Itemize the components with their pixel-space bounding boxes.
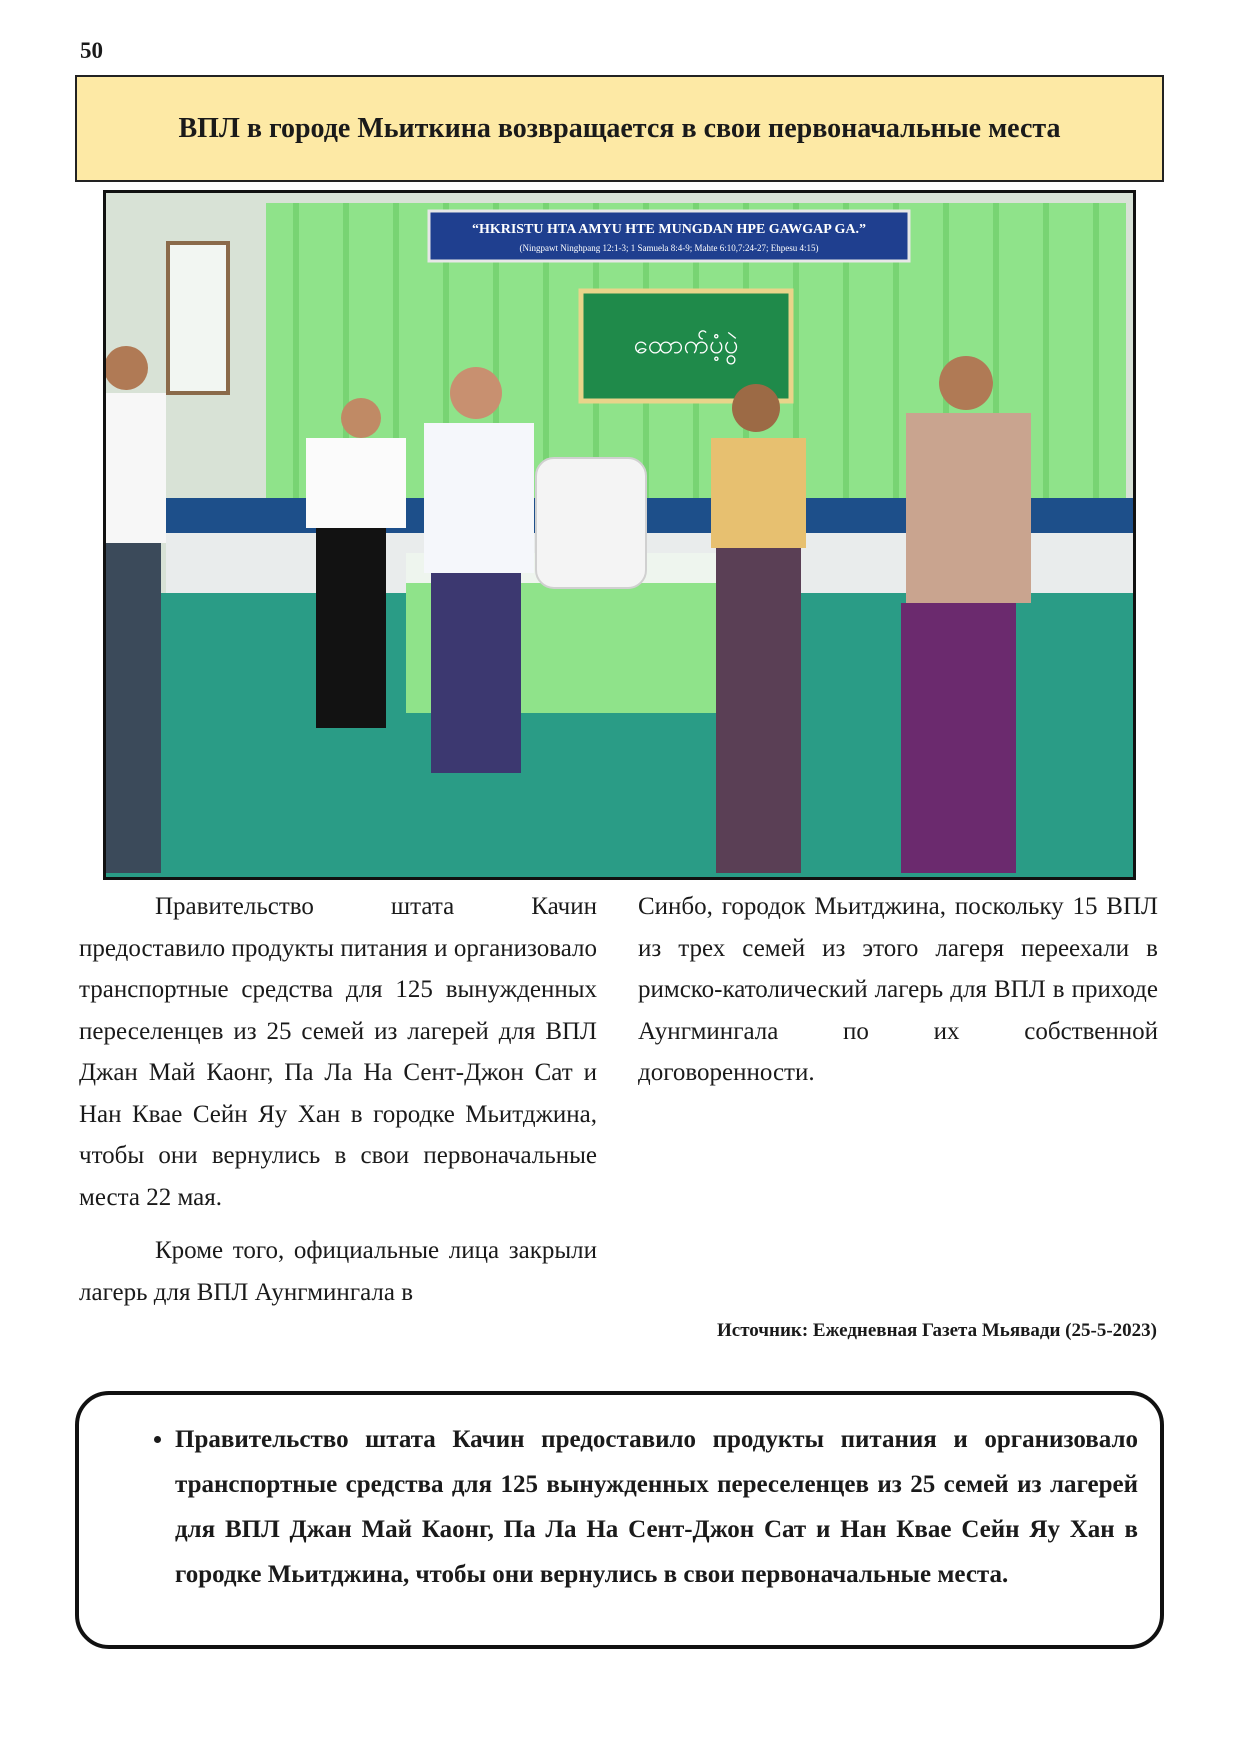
title-box	[75, 75, 1164, 182]
banner-main-text: “HKRISTU HTA AMYU HTE MUNGDAN HPE GAWGAP GA.”	[471, 222, 867, 237]
page-title: ВПЛ в городе Мьиткина возвращается в свои первоначальные места	[178, 112, 1061, 144]
article-column-left	[79, 886, 597, 1325]
person-official	[424, 367, 534, 773]
summary-bullet: • Правительство штата Качин предоставило продукты питания и организовало транспортные средства для 125 вынужденных переселенцев из 25 семей из лагерей для ВПЛ Джан Май Каонг, Па Ла На Сент-Джон Сат и Нан Кваe Сейн Яу Хан в городке Мьитджина, чтобы они вернулись в свои первоначальные места.	[175, 1417, 1138, 1597]
summary-box	[75, 1391, 1164, 1649]
page-number: 50	[80, 38, 103, 63]
summary-list	[135, 1417, 1138, 1597]
article-paragraph: Кроме того, официальные лица закрыли лагерь для ВПЛ Аунгмингала в	[79, 1237, 597, 1306]
person-left-man	[106, 346, 166, 873]
article-paragraph: Синбо, городок Мьитджина, поскольку 15 ВПЛ из трех семей из этого лагеря переехали в римско-католический лагерь для ВПЛ в приходе Аунгмингала по их собственной договоренности.	[638, 893, 1158, 1086]
person-right-man	[901, 356, 1031, 873]
source-citation: Источник: Ежедневная Газета Мьявади (25-5-2023)	[717, 1320, 1157, 1341]
banner-sub-text: (Ningpawt Ninghpang 12:1-3; 1 Samuela 8:4-9; Mahte 6:10,7:24-27; Ehpesu 4:15)	[519, 243, 819, 253]
person-recipient	[711, 384, 806, 873]
article-photo	[103, 190, 1136, 880]
article-column-right	[638, 886, 1158, 1106]
sign-text: ထောက်ပံ့ပွဲ	[633, 330, 739, 360]
article-paragraph: Правительство штата Качин предоставило продукты питания и организовало транспортные средства для 125 вынужденных переселенцев из 25 семей из лагерей для ВПЛ Джан Май Каонг, Па Ла На Сент-Джон Сат и Нан Кваe Сейн Яу Хан в городке Мьитджина, чтобы они вернулись в свои первоначальные места 22 мая.	[79, 893, 597, 1211]
rice-sack	[536, 458, 646, 588]
